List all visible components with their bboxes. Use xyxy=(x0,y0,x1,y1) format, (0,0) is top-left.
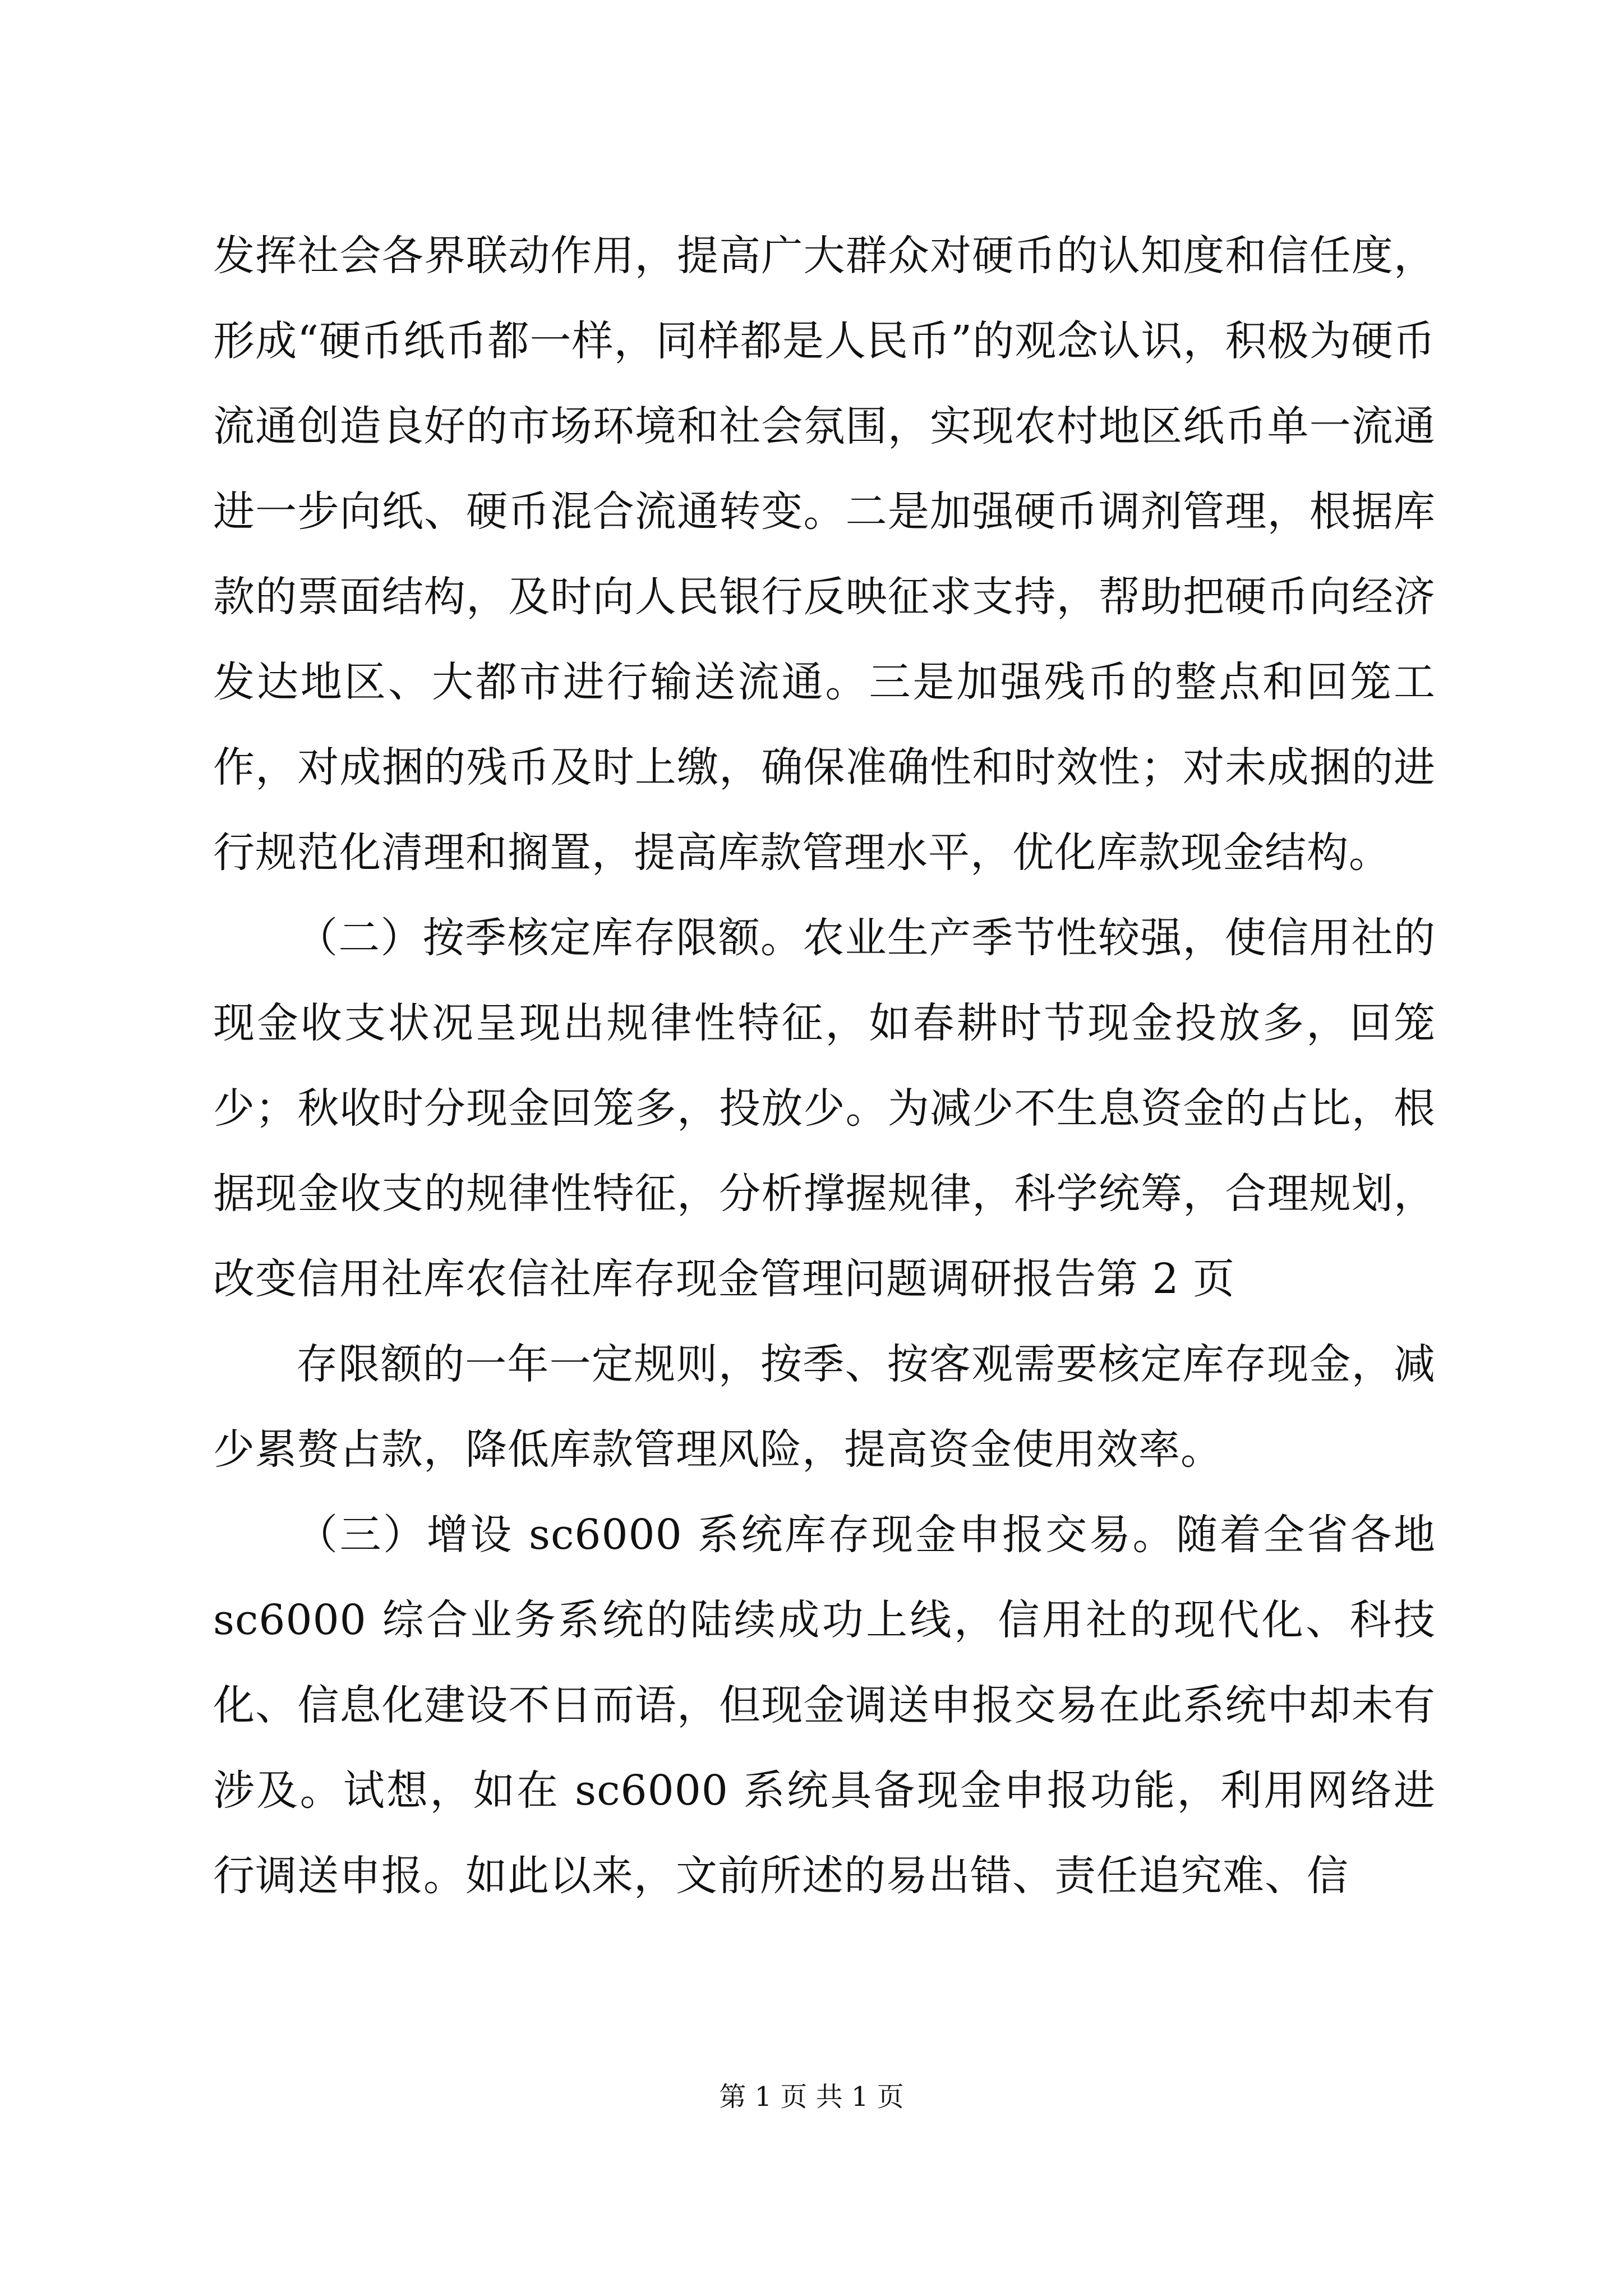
paragraph-4: （三）增设 sc6000 系统库存现金申报交易。随着全省各地 sc6000 综合业务系统的陆续成功上线，信用社的现代化、科技化、信息化建设不日而语，但现金调送申报交易在此系统中却未有涉及。试想，如在 sc6000 系统具备现金申报功能，利用网络进行调送申报。如此以来，文前所述的易出错、责任追究难、信 xyxy=(213,1511,1436,1900)
document-body xyxy=(213,213,1436,1918)
paragraph-2: （二）按季核定库存限额。农业生产季节性较强，使信用社的现金收支状况呈现出规律性特征，如春耕时节现金投放多，回笼少；秋收时分现金回笼多，投放少。为减少不生息资金的占比，根据现金收支的规律性特征，分析撑握规律，科学统筹，合理规划，改变信用社库农信社库存现金管理问题调研报告第 2 页 xyxy=(213,914,1436,1303)
page-footer: 第 1 页 共 1 页 xyxy=(719,2081,904,2113)
paragraph-3: 存限额的一年一定规则，按季、按客观需要核定库存现金，减少累赘占款，降低库款管理风险，提高资金使用效率。 xyxy=(213,1340,1436,1474)
paragraph-1: 发挥社会各界联动作用，提高广大群众对硬币的认知度和信任度，形成“硬币纸币都一样，同样都是人民币”的观念认识，积极为硬币流通创造良好的市场环境和社会氛围，实现农村地区纸币单一流通进一步向纸、硬币混合流通转变。二是加强硬币调剂管理，根据库款的票面结构，及时向人民银行反映征求支持，帮助把硬币向经济发达地区、大都市进行输送流通。三是加强残币的整点和回笼工作，对成捆的残币及时上缴，确保准确性和时效性；对未成捆的进行规范化清理和搁置，提高库款管理水平，优化库款现金结构。 xyxy=(213,232,1436,877)
